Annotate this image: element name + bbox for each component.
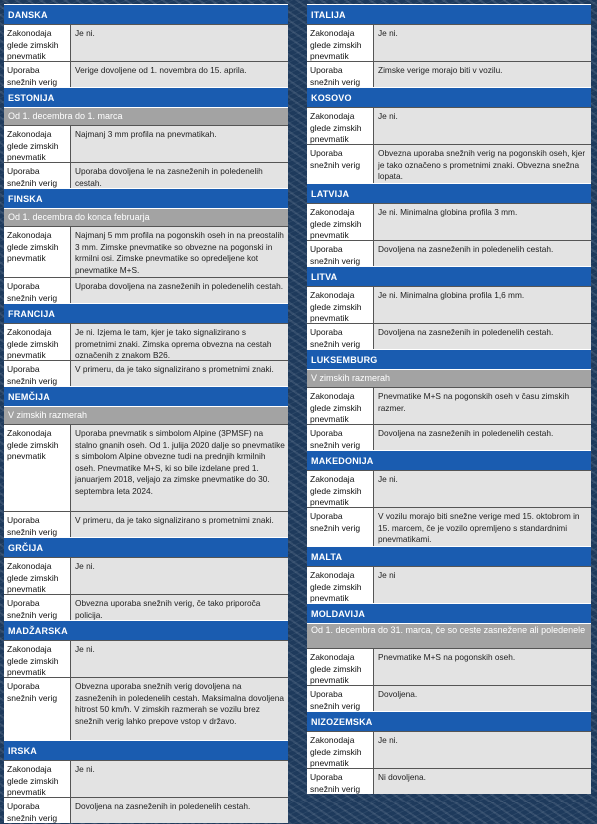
right-column <box>307 4 591 794</box>
winter-tyre-law-row <box>307 24 591 61</box>
winter-tyre-law-row <box>4 24 288 61</box>
snow-chains-row <box>4 360 288 386</box>
country-section-nizozemska <box>307 711 591 794</box>
snow-chains-row <box>307 424 591 450</box>
period-bar: V zimskih razmerah <box>4 406 288 424</box>
row-label: Zakonodaja glede zimskih pnevmatik <box>4 558 71 594</box>
winter-tyre-law-row <box>307 648 591 685</box>
row-label: Zakonodaja glede zimskih pnevmatik <box>307 287 374 323</box>
period-bar: Od 1. decembra do konca februarja <box>4 208 288 226</box>
row-label: Zakonodaja glede zimskih pnevmatik <box>307 471 374 507</box>
row-label: Zakonodaja glede zimskih pnevmatik <box>307 732 374 768</box>
winter-tyre-law-row <box>307 107 591 144</box>
country-header: KOSOVO <box>307 87 591 107</box>
row-value: Pnevmatike M+S na pogonskih oseh. <box>374 649 591 685</box>
winter-tyre-law-row <box>4 557 288 594</box>
row-value: Je ni <box>374 567 591 603</box>
country-section-estonija <box>4 87 288 188</box>
row-label: Zakonodaja glede zimskih pnevmatik <box>307 567 374 603</box>
row-value: Dovoljena na zasneženih in poledenelih cestah. <box>374 324 591 349</box>
country-section-latvija <box>307 183 591 266</box>
row-label: Zakonodaja glede zimskih pnevmatik <box>4 227 71 277</box>
row-label: Uporaba snežnih verig <box>4 678 71 740</box>
period-bar: Od 1. decembra do 1. marca <box>4 107 288 125</box>
snow-chains-row <box>307 61 591 87</box>
row-label: Zakonodaja glede zimskih pnevmatik <box>4 126 71 162</box>
row-label: Uporaba snežnih verig <box>4 278 71 303</box>
winter-tyre-law-row <box>4 640 288 677</box>
country-header: LATVIJA <box>307 183 591 203</box>
country-section-francija <box>4 303 288 386</box>
row-label: Zakonodaja glede zimskih pnevmatik <box>307 649 374 685</box>
row-value: V primeru, da je tako signalizirano s prometnimi znaki. <box>71 512 288 537</box>
row-value: Ni dovoljena. <box>374 769 591 794</box>
row-value: Verige dovoljene od 1. novembra do 15. aprila. <box>71 62 288 87</box>
country-section-finska <box>4 188 288 303</box>
row-value: V vozilu morajo biti snežne verige med 15. oktobrom in 15. marcem, če je vozilo opremljeno s standardnimi pnevmatikami. <box>374 508 591 546</box>
row-value: Dovoljena na zasneženih in poledenelih cestah. <box>374 425 591 450</box>
country-header: NIZOZEMSKA <box>307 711 591 731</box>
snow-chains-row <box>4 162 288 188</box>
row-value: Uporaba dovoljena na zasneženih in poledenelih cestah. <box>71 278 288 303</box>
winter-tyre-law-row <box>4 323 288 360</box>
country-header: NEMČIJA <box>4 386 288 406</box>
country-header: LUKSEMBURG <box>307 349 591 369</box>
row-value: Je ni. <box>374 732 591 768</box>
country-section-kosovo <box>307 87 591 183</box>
country-header: MOLDAVIJA <box>307 603 591 623</box>
row-label: Uporaba snežnih verig <box>307 686 374 711</box>
snow-chains-row <box>307 144 591 183</box>
country-header: MALTA <box>307 546 591 566</box>
winter-tyre-law-row <box>307 286 591 323</box>
row-value: Je ni. <box>71 761 288 797</box>
winter-tyre-law-row <box>4 760 288 797</box>
country-section-luksemburg <box>307 349 591 450</box>
row-value: Obvezna uporaba snežnih verig na pogonskih oseh, kjer je tako označeno s prometnimi znaki. Obvezna snežna lopata. <box>374 145 591 183</box>
row-value: Je ni. <box>71 25 288 61</box>
row-label: Uporaba snežnih verig <box>307 425 374 450</box>
row-label: Uporaba snežnih verig <box>307 62 374 87</box>
row-value: Obvezna uporaba snežnih verig dovoljena na zasneženih in poledenelih cestah. Maksimalna dovoljena hitrost 50 km/h. V zimskih razmerah se vozilu brez snežnih verig lahko prepove vstop v državo. <box>71 678 288 740</box>
country-section-malta <box>307 546 591 603</box>
row-value: Najmanj 3 mm profila na pnevmatikah. <box>71 126 288 162</box>
row-label: Zakonodaja glede zimskih pnevmatik <box>307 108 374 144</box>
country-section-madzarska <box>4 620 288 740</box>
row-value: Zimske verige morajo biti v vozilu. <box>374 62 591 87</box>
country-section-makedonija <box>307 450 591 546</box>
winter-tyre-law-row <box>4 125 288 162</box>
row-label: Uporaba snežnih verig <box>307 324 374 349</box>
row-label: Zakonodaja glede zimskih pnevmatik <box>307 204 374 240</box>
row-label: Zakonodaja glede zimskih pnevmatik <box>4 761 71 797</box>
row-label: Uporaba snežnih verig <box>4 798 71 823</box>
row-value: V primeru, da je tako signalizirano s prometnimi znaki. <box>71 361 288 386</box>
country-header: IRSKA <box>4 740 288 760</box>
snow-chains-row <box>4 594 288 620</box>
country-header: MAKEDONIJA <box>307 450 591 470</box>
row-value: Je ni. <box>71 558 288 594</box>
country-header: FRANCIJA <box>4 303 288 323</box>
row-value: Dovoljena na zasneženih in poledenelih cestah. <box>374 241 591 266</box>
row-label: Zakonodaja glede zimskih pnevmatik <box>4 425 71 511</box>
row-value: Je ni. <box>374 25 591 61</box>
row-label: Uporaba snežnih verig <box>307 145 374 183</box>
row-label: Zakonodaja glede zimskih pnevmatik <box>307 25 374 61</box>
country-section-nemcija <box>4 386 288 537</box>
country-header: LITVA <box>307 266 591 286</box>
snow-chains-row <box>4 511 288 537</box>
country-header: DANSKA <box>4 4 288 24</box>
row-value: Je ni. Izjema le tam, kjer je tako signalizirano s prometnimi znaki. Zimska oprema obvezna na cestah označenih z znakom B26. <box>71 324 288 360</box>
winter-tyre-law-row <box>4 424 288 511</box>
row-value: Je ni. <box>374 108 591 144</box>
row-value: Uporaba dovoljena le na zasneženih in poledenelih cestah. <box>71 163 288 188</box>
snow-chains-row <box>307 323 591 349</box>
row-label: Uporaba snežnih verig <box>4 512 71 537</box>
row-value: Dovoljena. <box>374 686 591 711</box>
country-section-litva <box>307 266 591 349</box>
winter-tyre-law-row <box>307 731 591 768</box>
country-header: ITALIJA <box>307 4 591 24</box>
row-label: Uporaba snežnih verig <box>307 241 374 266</box>
row-label: Uporaba snežnih verig <box>307 769 374 794</box>
row-value: Uporaba pnevmatik s simbolom Alpine (3PMSF) na stalno gnanih oseh. Od 1. julija 2020 dalje so pnevmatike s simbolom Alpine obvezne tudi na prednjih krmilnih oseh. Pnevmatike M+S, ki so bile izdelane pred 1. januarjem 2018, veljajo za zimske pnevmatike do 30. septembra leta 2024. <box>71 425 288 511</box>
winter-tyre-law-row <box>307 470 591 507</box>
row-value: Je ni. Minimalna globina profila 3 mm. <box>374 204 591 240</box>
country-header: ESTONIJA <box>4 87 288 107</box>
row-label: Uporaba snežnih verig <box>4 595 71 620</box>
row-value: Je ni. <box>374 471 591 507</box>
country-section-irska <box>4 740 288 823</box>
row-label: Zakonodaja glede zimskih pnevmatik <box>4 641 71 677</box>
country-header: MADŽARSKA <box>4 620 288 640</box>
snow-chains-row <box>307 768 591 794</box>
row-label: Uporaba snežnih verig <box>4 62 71 87</box>
row-label: Uporaba snežnih verig <box>307 508 374 546</box>
winter-tyre-law-row <box>4 226 288 277</box>
snow-chains-row <box>4 277 288 303</box>
winter-tyre-law-row <box>307 566 591 603</box>
snow-chains-row <box>4 797 288 823</box>
snow-chains-row <box>307 507 591 546</box>
row-value: Najmanj 5 mm profila na pogonskih oseh in na preostalih 3 mm. Zimske pnevmatike so obvezne na pogonski in krmilni osi. Zimske pnevmatike so opredeljene kot pnevmatike M+S. <box>71 227 288 277</box>
snow-chains-row <box>307 240 591 266</box>
country-header: FINSKA <box>4 188 288 208</box>
country-section-danska <box>4 4 288 87</box>
period-bar: V zimskih razmerah <box>307 369 591 387</box>
winter-tyre-law-row <box>307 387 591 424</box>
left-column <box>4 4 288 823</box>
row-value: Pnevmatike M+S na pogonskih oseh v času zimskih razmer. <box>374 388 591 424</box>
row-label: Uporaba snežnih verig <box>4 163 71 188</box>
winter-tyre-law-row <box>307 203 591 240</box>
row-value: Obvezna uporaba snežnih verig, če tako priporoča policija. <box>71 595 288 620</box>
country-section-italija <box>307 4 591 87</box>
row-value: Je ni. Minimalna globina profila 1,6 mm. <box>374 287 591 323</box>
row-value: Dovoljena na zasneženih in poledenelih cestah. <box>71 798 288 823</box>
snow-chains-row <box>4 677 288 740</box>
country-section-grcija <box>4 537 288 620</box>
row-label: Zakonodaja glede zimskih pnevmatik <box>4 25 71 61</box>
country-section-moldavija <box>307 603 591 711</box>
row-value: Je ni. <box>71 641 288 677</box>
snow-chains-row <box>4 61 288 87</box>
row-label: Zakonodaja glede zimskih pnevmatik <box>307 388 374 424</box>
period-bar: Od 1. decembra do 31. marca, če so ceste zasnežene ali poledenele <box>307 623 591 648</box>
row-label: Uporaba snežnih verig <box>4 361 71 386</box>
snow-chains-row <box>307 685 591 711</box>
country-header: GRČIJA <box>4 537 288 557</box>
row-label: Zakonodaja glede zimskih pnevmatik <box>4 324 71 360</box>
